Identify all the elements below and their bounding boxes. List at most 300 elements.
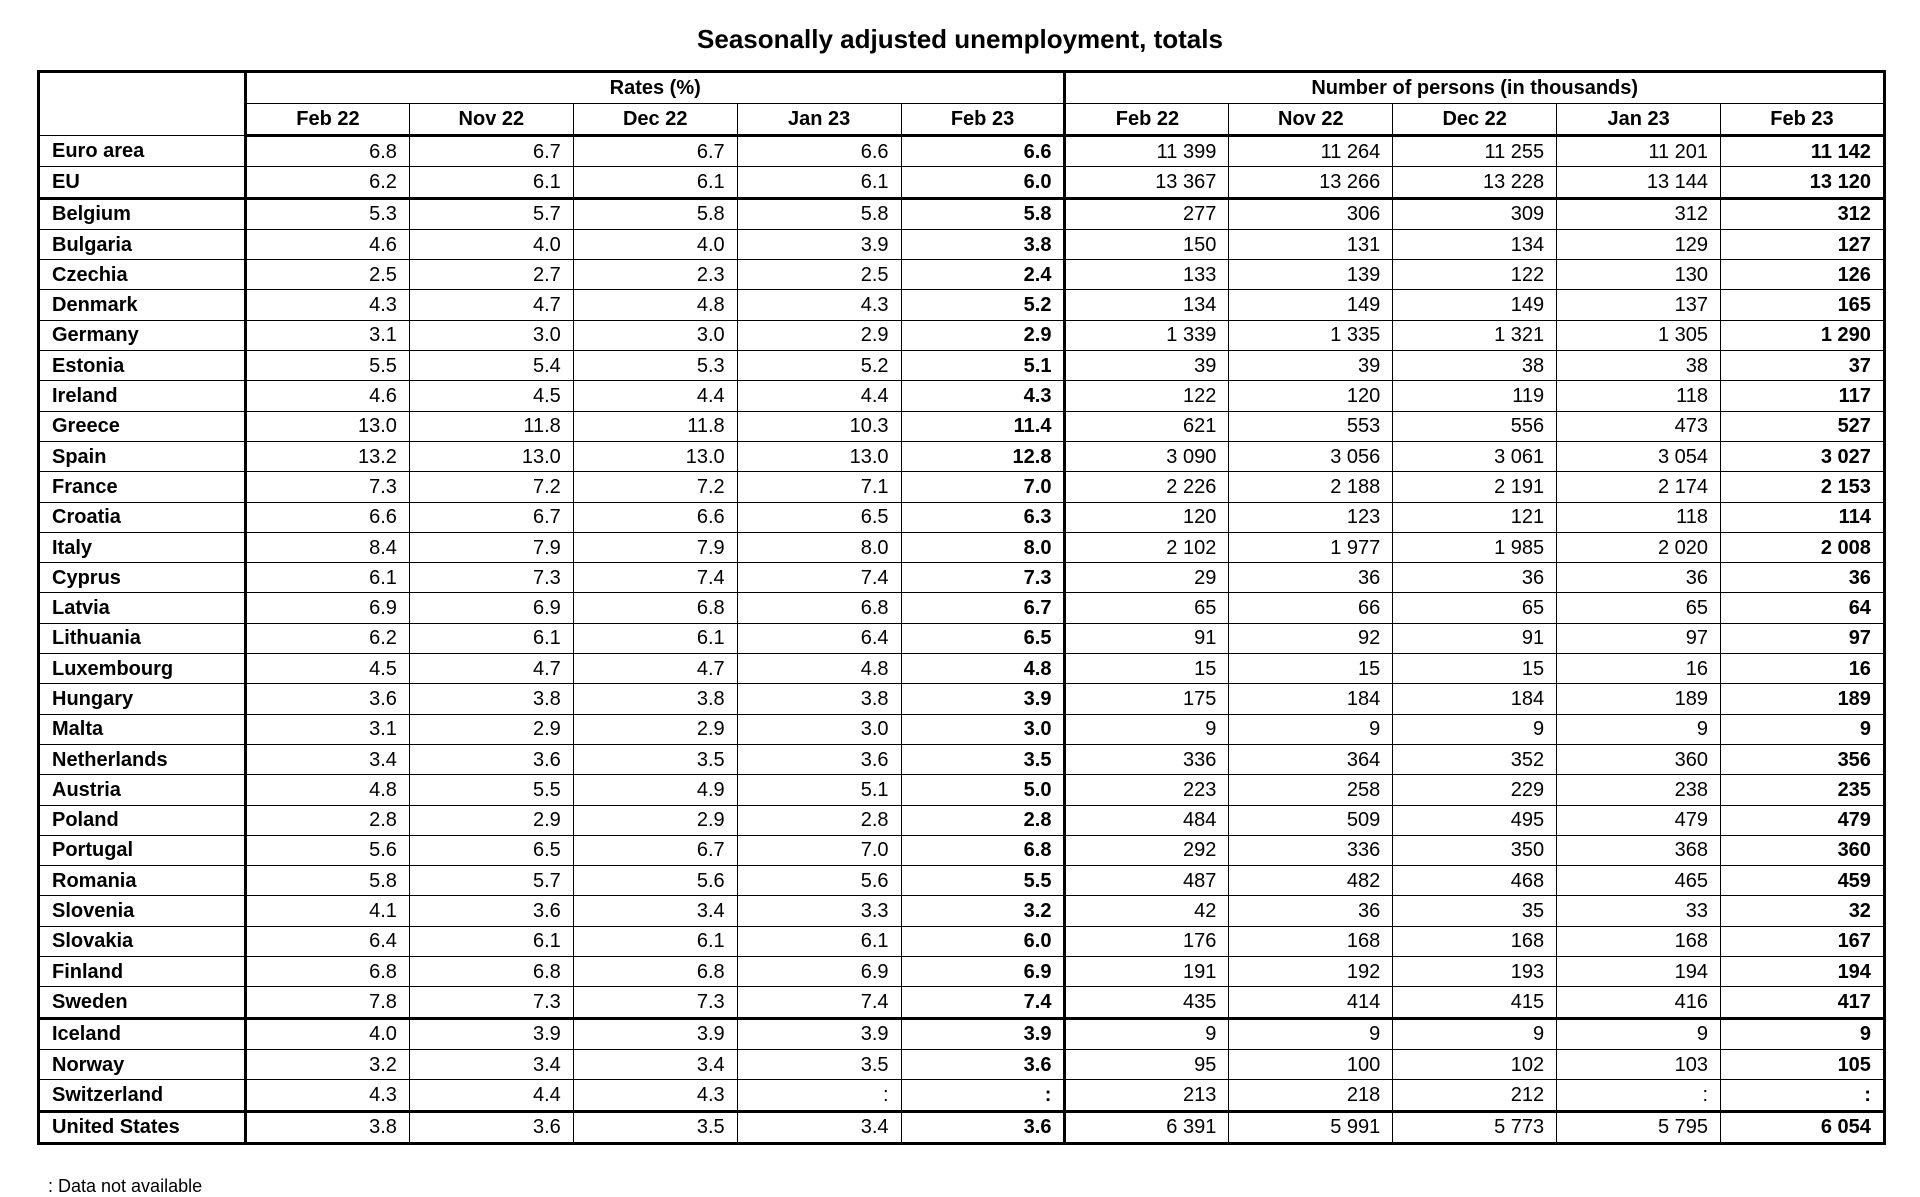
persons-cell: 212 — [1393, 1080, 1557, 1111]
persons-cell: 484 — [1065, 805, 1229, 835]
rate-cell: 5.2 — [737, 351, 901, 381]
persons-cell: 5 795 — [1557, 1111, 1721, 1143]
rate-cell: 6.0 — [901, 926, 1065, 956]
rate-cell: 6.6 — [901, 136, 1065, 167]
persons-cell: 5 991 — [1229, 1111, 1393, 1143]
rate-cell: 4.4 — [737, 381, 901, 411]
rate-cell: 4.9 — [573, 775, 737, 805]
persons-cell: 2 153 — [1721, 472, 1885, 502]
rate-cell: 13.0 — [737, 441, 901, 471]
persons-cell: 103 — [1557, 1049, 1721, 1079]
table-row — [39, 229, 1885, 259]
rate-cell: 6.8 — [573, 957, 737, 987]
persons-cell: 130 — [1557, 260, 1721, 290]
persons-cell: 175 — [1065, 684, 1229, 714]
rate-cell: 3.9 — [901, 684, 1065, 714]
persons-cell: 65 — [1557, 593, 1721, 623]
table-row — [39, 684, 1885, 714]
rate-cell: 8.0 — [901, 532, 1065, 562]
rate-cell: 3.2 — [901, 896, 1065, 926]
rate-cell: 4.8 — [246, 775, 410, 805]
persons-cell: 3 054 — [1557, 441, 1721, 471]
persons-cell: 118 — [1557, 381, 1721, 411]
rate-cell: 3.5 — [901, 744, 1065, 774]
rates-month-header: Jan 23 — [737, 104, 901, 136]
persons-cell: 191 — [1065, 957, 1229, 987]
rate-cell: 5.6 — [573, 866, 737, 896]
persons-cell: 9 — [1557, 1018, 1721, 1049]
country-cell: Germany — [39, 320, 246, 350]
persons-cell: 193 — [1393, 957, 1557, 987]
persons-cell: 121 — [1393, 502, 1557, 532]
rate-cell: 3.6 — [901, 1049, 1065, 1079]
rate-cell: 6.1 — [246, 563, 410, 593]
persons-cell: 9 — [1065, 1018, 1229, 1049]
table-row — [39, 593, 1885, 623]
rate-cell: 6.1 — [409, 926, 573, 956]
persons-cell: 66 — [1229, 593, 1393, 623]
table-row — [39, 744, 1885, 774]
rate-cell: 6.8 — [246, 957, 410, 987]
rate-cell: 4.3 — [737, 290, 901, 320]
persons-cell: 36 — [1229, 563, 1393, 593]
rates-month-header: Feb 23 — [901, 104, 1065, 136]
persons-cell: 119 — [1393, 381, 1557, 411]
rate-cell: 3.6 — [409, 744, 573, 774]
persons-cell: 479 — [1557, 805, 1721, 835]
persons-cell: 482 — [1229, 866, 1393, 896]
rate-cell: 4.8 — [573, 290, 737, 320]
persons-cell: 11 399 — [1065, 136, 1229, 167]
rate-cell: 5.7 — [409, 198, 573, 229]
persons-cell: 238 — [1557, 775, 1721, 805]
country-cell: Slovakia — [39, 926, 246, 956]
table-row — [39, 835, 1885, 865]
persons-cell: 184 — [1393, 684, 1557, 714]
table-row — [39, 714, 1885, 744]
persons-cell: 336 — [1229, 835, 1393, 865]
persons-cell: 213 — [1065, 1080, 1229, 1111]
rate-cell: 2.9 — [737, 320, 901, 350]
rate-cell: 11.8 — [573, 411, 737, 441]
table-row — [39, 351, 1885, 381]
rate-cell: 7.4 — [573, 563, 737, 593]
persons-cell: 167 — [1721, 926, 1885, 956]
country-cell: Croatia — [39, 502, 246, 532]
persons-cell: 1 335 — [1229, 320, 1393, 350]
table-row — [39, 1049, 1885, 1079]
rate-cell: 7.0 — [901, 472, 1065, 502]
persons-cell: 102 — [1393, 1049, 1557, 1079]
rate-cell: 7.3 — [573, 987, 737, 1018]
table-title: Seasonally adjusted unemployment, totals — [697, 24, 1223, 54]
rate-cell: 7.4 — [901, 987, 1065, 1018]
persons-cell: 15 — [1065, 654, 1229, 684]
rate-cell: 6.9 — [901, 957, 1065, 987]
rate-cell: 6.7 — [409, 136, 573, 167]
persons-cell: 139 — [1229, 260, 1393, 290]
persons-cell: 3 090 — [1065, 441, 1229, 471]
persons-cell: 2 008 — [1721, 532, 1885, 562]
rate-cell: 5.3 — [246, 198, 410, 229]
persons-cell: 1 339 — [1065, 320, 1229, 350]
country-cell: United States — [39, 1111, 246, 1143]
rate-cell: 5.5 — [246, 351, 410, 381]
table-row — [39, 136, 1885, 167]
persons-cell: 194 — [1557, 957, 1721, 987]
rate-cell: 3.6 — [737, 744, 901, 774]
rate-cell: 6.6 — [246, 502, 410, 532]
rate-cell: 6.0 — [901, 167, 1065, 198]
persons-cell: 1 290 — [1721, 320, 1885, 350]
persons-month-header: Dec 22 — [1393, 104, 1557, 136]
rate-cell: 3.4 — [737, 1111, 901, 1143]
persons-cell: 1 321 — [1393, 320, 1557, 350]
persons-cell: 97 — [1721, 623, 1885, 653]
persons-cell: 306 — [1229, 198, 1393, 229]
rate-cell: 2.9 — [901, 320, 1065, 350]
persons-cell: 15 — [1393, 654, 1557, 684]
rate-cell: 5.6 — [246, 835, 410, 865]
persons-cell: 364 — [1229, 744, 1393, 774]
table-row — [39, 167, 1885, 198]
persons-cell: 184 — [1229, 684, 1393, 714]
persons-cell: 459 — [1721, 866, 1885, 896]
country-cell: Cyprus — [39, 563, 246, 593]
persons-cell: 2 191 — [1393, 472, 1557, 502]
rate-cell: 5.3 — [573, 351, 737, 381]
country-cell: Malta — [39, 714, 246, 744]
persons-cell: 105 — [1721, 1049, 1885, 1079]
persons-cell: 39 — [1065, 351, 1229, 381]
rate-cell: 6.1 — [409, 623, 573, 653]
persons-cell: 312 — [1557, 198, 1721, 229]
persons-cell: 9 — [1721, 1018, 1885, 1049]
country-cell: Lithuania — [39, 623, 246, 653]
persons-cell: 36 — [1721, 563, 1885, 593]
persons-cell: 37 — [1721, 351, 1885, 381]
persons-cell: 176 — [1065, 926, 1229, 956]
country-cell: Euro area — [39, 136, 246, 167]
table-row — [39, 563, 1885, 593]
persons-cell: 495 — [1393, 805, 1557, 835]
rate-cell: 13.2 — [246, 441, 410, 471]
persons-cell: 35 — [1393, 896, 1557, 926]
persons-month-header: Feb 23 — [1721, 104, 1885, 136]
rate-cell: 5.1 — [737, 775, 901, 805]
persons-cell: 29 — [1065, 563, 1229, 593]
rate-cell: 6.1 — [409, 167, 573, 198]
table-row — [39, 411, 1885, 441]
country-cell: Denmark — [39, 290, 246, 320]
rate-cell: 2.5 — [246, 260, 410, 290]
persons-cell: 189 — [1557, 684, 1721, 714]
persons-cell: 416 — [1557, 987, 1721, 1018]
persons-cell: 189 — [1721, 684, 1885, 714]
country-cell: Luxembourg — [39, 654, 246, 684]
persons-cell: 16 — [1721, 654, 1885, 684]
table-row — [39, 775, 1885, 805]
rate-cell: 6.6 — [573, 502, 737, 532]
rate-cell: 6.7 — [573, 835, 737, 865]
rate-cell: 4.4 — [573, 381, 737, 411]
persons-cell: 126 — [1721, 260, 1885, 290]
persons-cell: 120 — [1229, 381, 1393, 411]
rate-cell: 7.3 — [901, 563, 1065, 593]
persons-cell: 2 188 — [1229, 472, 1393, 502]
table-row — [39, 260, 1885, 290]
rate-cell: 13.0 — [409, 441, 573, 471]
persons-month-header: Nov 22 — [1229, 104, 1393, 136]
table-body — [39, 136, 1885, 1144]
rate-cell: 5.8 — [901, 198, 1065, 229]
persons-cell: 117 — [1721, 381, 1885, 411]
persons-cell: 6 391 — [1065, 1111, 1229, 1143]
persons-cell: 9 — [1229, 1018, 1393, 1049]
table-row — [39, 198, 1885, 229]
rate-cell: 3.0 — [737, 714, 901, 744]
rate-cell: 2.5 — [737, 260, 901, 290]
rate-cell: 5.5 — [901, 866, 1065, 896]
persons-cell: 468 — [1393, 866, 1557, 896]
persons-cell: 223 — [1065, 775, 1229, 805]
rate-cell: 6.1 — [573, 167, 737, 198]
persons-cell: 13 144 — [1557, 167, 1721, 198]
rate-cell: 3.6 — [901, 1111, 1065, 1143]
persons-cell: 2 020 — [1557, 532, 1721, 562]
rate-cell: 6.4 — [737, 623, 901, 653]
rate-cell: 7.3 — [409, 563, 573, 593]
table-row — [39, 532, 1885, 562]
rate-cell: 4.5 — [246, 654, 410, 684]
persons-cell: 312 — [1721, 198, 1885, 229]
persons-cell: 168 — [1229, 926, 1393, 956]
rate-cell: 4.0 — [409, 229, 573, 259]
persons-cell: 6 054 — [1721, 1111, 1885, 1143]
persons-cell: 229 — [1393, 775, 1557, 805]
persons-cell: 360 — [1721, 835, 1885, 865]
rate-cell: 6.9 — [246, 593, 410, 623]
table-row — [39, 987, 1885, 1018]
persons-cell: 123 — [1229, 502, 1393, 532]
persons-cell: 435 — [1065, 987, 1229, 1018]
rate-cell: 7.3 — [246, 472, 410, 502]
persons-cell: 479 — [1721, 805, 1885, 835]
persons-cell: 350 — [1393, 835, 1557, 865]
rate-cell: 2.8 — [246, 805, 410, 835]
rate-cell: 2.7 — [409, 260, 573, 290]
persons-cell: 11 201 — [1557, 136, 1721, 167]
rate-cell: 6.8 — [409, 957, 573, 987]
persons-cell: 91 — [1065, 623, 1229, 653]
rate-cell: 11.4 — [901, 411, 1065, 441]
rate-cell: 13.0 — [573, 441, 737, 471]
persons-cell: 33 — [1557, 896, 1721, 926]
persons-cell: 122 — [1065, 381, 1229, 411]
country-cell: Sweden — [39, 987, 246, 1018]
persons-cell: : — [1721, 1080, 1885, 1111]
persons-cell: 553 — [1229, 411, 1393, 441]
rate-cell: 5.6 — [737, 866, 901, 896]
rate-cell: 5.4 — [409, 351, 573, 381]
country-cell: Italy — [39, 532, 246, 562]
persons-cell: 1 985 — [1393, 532, 1557, 562]
country-cell: Slovenia — [39, 896, 246, 926]
rate-cell: 3.5 — [573, 1111, 737, 1143]
country-cell: Portugal — [39, 835, 246, 865]
persons-cell: 621 — [1065, 411, 1229, 441]
rate-cell: : — [901, 1080, 1065, 1111]
rate-cell: 7.9 — [573, 532, 737, 562]
rate-cell: 7.4 — [737, 987, 901, 1018]
persons-cell: 11 255 — [1393, 136, 1557, 167]
persons-cell: 1 977 — [1229, 532, 1393, 562]
country-cell: Iceland — [39, 1018, 246, 1049]
table-row — [39, 926, 1885, 956]
rate-cell: 12.8 — [901, 441, 1065, 471]
corner-cell — [39, 72, 246, 136]
rate-cell: 5.8 — [737, 198, 901, 229]
rate-cell: 3.1 — [246, 320, 410, 350]
persons-cell: 39 — [1229, 351, 1393, 381]
rate-cell: 3.4 — [573, 1049, 737, 1079]
persons-cell: 9 — [1393, 714, 1557, 744]
persons-cell: 9 — [1229, 714, 1393, 744]
rate-cell: 6.2 — [246, 623, 410, 653]
persons-cell: 11 142 — [1721, 136, 1885, 167]
persons-cell: 114 — [1721, 502, 1885, 532]
persons-cell: 368 — [1557, 835, 1721, 865]
persons-cell: 13 120 — [1721, 167, 1885, 198]
rate-cell: 2.8 — [901, 805, 1065, 835]
persons-cell: 134 — [1393, 229, 1557, 259]
persons-cell: 11 264 — [1229, 136, 1393, 167]
rate-cell: 4.3 — [901, 381, 1065, 411]
rate-cell: 6.6 — [737, 136, 901, 167]
rate-cell: 4.3 — [573, 1080, 737, 1111]
rate-cell: 6.1 — [573, 623, 737, 653]
country-cell: EU — [39, 167, 246, 198]
rate-cell: 3.5 — [573, 744, 737, 774]
rate-cell: 5.7 — [409, 866, 573, 896]
rate-cell: 3.9 — [901, 1018, 1065, 1049]
table-row — [39, 290, 1885, 320]
persons-cell: 131 — [1229, 229, 1393, 259]
persons-cell: 42 — [1065, 896, 1229, 926]
persons-cell: 9 — [1557, 714, 1721, 744]
persons-cell: 1 305 — [1557, 320, 1721, 350]
country-cell: Austria — [39, 775, 246, 805]
rates-month-header: Feb 22 — [246, 104, 410, 136]
country-cell: Finland — [39, 957, 246, 987]
rate-cell: 6.9 — [737, 957, 901, 987]
rate-cell: : — [737, 1080, 901, 1111]
rate-cell: 3.3 — [737, 896, 901, 926]
persons-cell: 149 — [1229, 290, 1393, 320]
persons-cell: 2 102 — [1065, 532, 1229, 562]
country-cell: Hungary — [39, 684, 246, 714]
persons-cell: 194 — [1721, 957, 1885, 987]
persons-cell: 9 — [1393, 1018, 1557, 1049]
persons-cell: 465 — [1557, 866, 1721, 896]
rate-cell: 4.6 — [246, 381, 410, 411]
persons-cell: 473 — [1557, 411, 1721, 441]
country-cell: Ireland — [39, 381, 246, 411]
persons-cell: 129 — [1557, 229, 1721, 259]
persons-cell: 336 — [1065, 744, 1229, 774]
persons-cell: 168 — [1557, 926, 1721, 956]
rate-cell: 6.9 — [409, 593, 573, 623]
rate-cell: 3.9 — [409, 1018, 573, 1049]
persons-cell: 509 — [1229, 805, 1393, 835]
rate-cell: 3.4 — [573, 896, 737, 926]
rate-cell: 6.8 — [246, 136, 410, 167]
table-row — [39, 381, 1885, 411]
rate-cell: 2.3 — [573, 260, 737, 290]
table-row — [39, 472, 1885, 502]
rate-cell: 6.7 — [901, 593, 1065, 623]
rate-cell: 4.0 — [246, 1018, 410, 1049]
persons-cell: 122 — [1393, 260, 1557, 290]
rate-cell: 6.8 — [573, 593, 737, 623]
rate-cell: 2.9 — [409, 714, 573, 744]
rate-cell: 3.9 — [737, 229, 901, 259]
persons-cell: 165 — [1721, 290, 1885, 320]
rate-cell: 2.9 — [409, 805, 573, 835]
unemployment-table — [37, 70, 1886, 1145]
persons-cell: 258 — [1229, 775, 1393, 805]
rate-cell: 3.9 — [573, 1018, 737, 1049]
rate-cell: 3.4 — [246, 744, 410, 774]
rate-cell: 7.4 — [737, 563, 901, 593]
rate-cell: 6.2 — [246, 167, 410, 198]
persons-cell: 168 — [1393, 926, 1557, 956]
rate-cell: 10.3 — [737, 411, 901, 441]
persons-cell: 292 — [1065, 835, 1229, 865]
persons-cell: 36 — [1393, 563, 1557, 593]
rate-cell: 7.9 — [409, 532, 573, 562]
persons-cell: 134 — [1065, 290, 1229, 320]
rate-cell: 13.0 — [246, 411, 410, 441]
rate-cell: 6.1 — [737, 167, 901, 198]
rate-cell: 4.7 — [409, 290, 573, 320]
rate-cell: 4.3 — [246, 290, 410, 320]
table-row — [39, 957, 1885, 987]
rate-cell: 3.8 — [246, 1111, 410, 1143]
rate-cell: 3.0 — [409, 320, 573, 350]
persons-cell: 277 — [1065, 198, 1229, 229]
rate-cell: 7.2 — [409, 472, 573, 502]
rate-cell: 2.4 — [901, 260, 1065, 290]
rate-cell: 6.4 — [246, 926, 410, 956]
persons-cell: 9 — [1065, 714, 1229, 744]
persons-cell: : — [1557, 1080, 1721, 1111]
persons-cell: 38 — [1557, 351, 1721, 381]
rate-cell: 3.0 — [901, 714, 1065, 744]
rate-cell: 5.8 — [573, 198, 737, 229]
country-cell: Estonia — [39, 351, 246, 381]
rate-cell: 6.7 — [573, 136, 737, 167]
table-row — [39, 320, 1885, 350]
persons-cell: 3 061 — [1393, 441, 1557, 471]
persons-cell: 91 — [1393, 623, 1557, 653]
table-row — [39, 1080, 1885, 1111]
rate-cell: 3.6 — [409, 1111, 573, 1143]
persons-cell: 150 — [1065, 229, 1229, 259]
persons-cell: 309 — [1393, 198, 1557, 229]
persons-cell: 415 — [1393, 987, 1557, 1018]
rate-cell: 3.9 — [737, 1018, 901, 1049]
